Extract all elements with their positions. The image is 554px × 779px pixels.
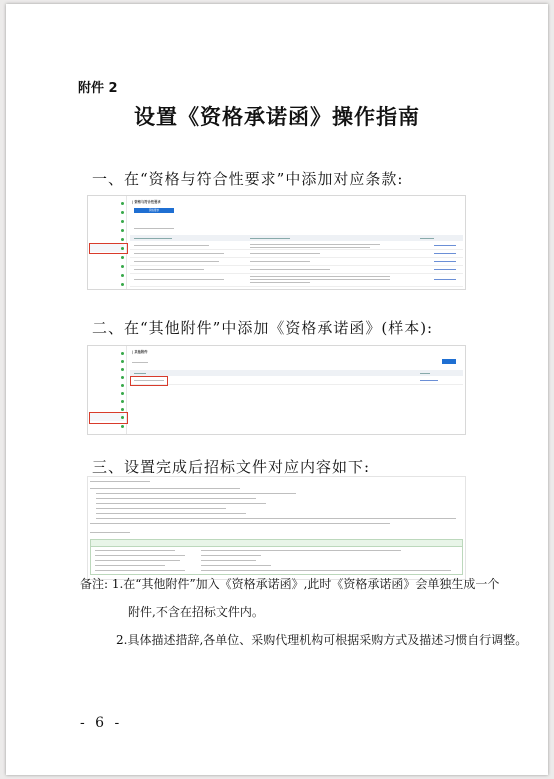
step2-heading: 二、在“其他附件”中添加《资格承诺函》(样本): (92, 319, 434, 337)
page-number: - 6 - (80, 715, 123, 731)
step3-screenshot (87, 476, 466, 580)
sidebar-item (90, 253, 124, 261)
sidebar-item (90, 280, 124, 288)
sidebar-item (90, 235, 124, 243)
add-button (442, 359, 456, 364)
sidebar-item (90, 373, 124, 381)
doc-line (90, 488, 240, 489)
doc-line (96, 493, 296, 494)
sidebar-item (90, 349, 124, 357)
sidebar-item (90, 217, 124, 225)
table-row (130, 250, 463, 258)
doc-line (90, 481, 150, 482)
tab-button: 资格要求 (134, 208, 174, 213)
section-title: | 其他附件 (132, 350, 148, 354)
sidebar-item (90, 271, 124, 279)
step2-screenshot (87, 345, 466, 435)
note-line-1: 备注: 1.在“其他附件”加入《资格承诺函》,此时《资格承诺函》会单独生成一个 (80, 577, 500, 591)
table-row (130, 258, 463, 266)
field-label (132, 362, 148, 363)
attachment-label: 附件 2 (78, 81, 118, 96)
table-row (130, 242, 463, 250)
note-line-2: 附件,不含在招标文件内。 (128, 605, 264, 619)
sidebar-item (90, 226, 124, 234)
doc-line (96, 513, 246, 514)
table-header (130, 370, 463, 376)
result-table (90, 546, 463, 575)
page-title: 设置《资格承诺函》操作指南 (134, 104, 420, 129)
table-row (130, 377, 463, 385)
main-panel (130, 196, 463, 289)
highlight-box (89, 412, 128, 424)
highlight-box (89, 243, 128, 254)
sidebar-item (90, 208, 124, 216)
doc-line (96, 518, 456, 519)
sidebar-item (90, 397, 124, 405)
sidebar-item (90, 199, 124, 207)
step1-heading: 一、在“资格与符合性要求”中添加对应条款: (92, 170, 404, 188)
table-header (130, 235, 463, 241)
doc-line (90, 523, 390, 524)
sidebar-item (90, 381, 124, 389)
step3-heading: 三、设置完成后招标文件对应内容如下: (92, 458, 371, 476)
note-line-3: 2.具体描述措辞,各单位、采购代理机构可根据采购方式及描述习惯自行调整。 (116, 633, 528, 647)
sidebar-item (90, 262, 124, 270)
highlight-box (130, 376, 168, 386)
table-row (130, 274, 463, 287)
doc-line (96, 503, 266, 504)
sidebar-item (90, 365, 124, 373)
doc-line (96, 508, 226, 509)
main-panel (130, 346, 463, 434)
subsection-label (134, 228, 174, 229)
table-row (130, 266, 463, 274)
sidebar-item (90, 357, 124, 365)
section-title: | 资格与符合性要求 (132, 200, 161, 204)
sidebar-item (90, 389, 124, 397)
doc-line (96, 498, 256, 499)
doc-line (90, 532, 130, 533)
step1-screenshot (87, 195, 466, 290)
